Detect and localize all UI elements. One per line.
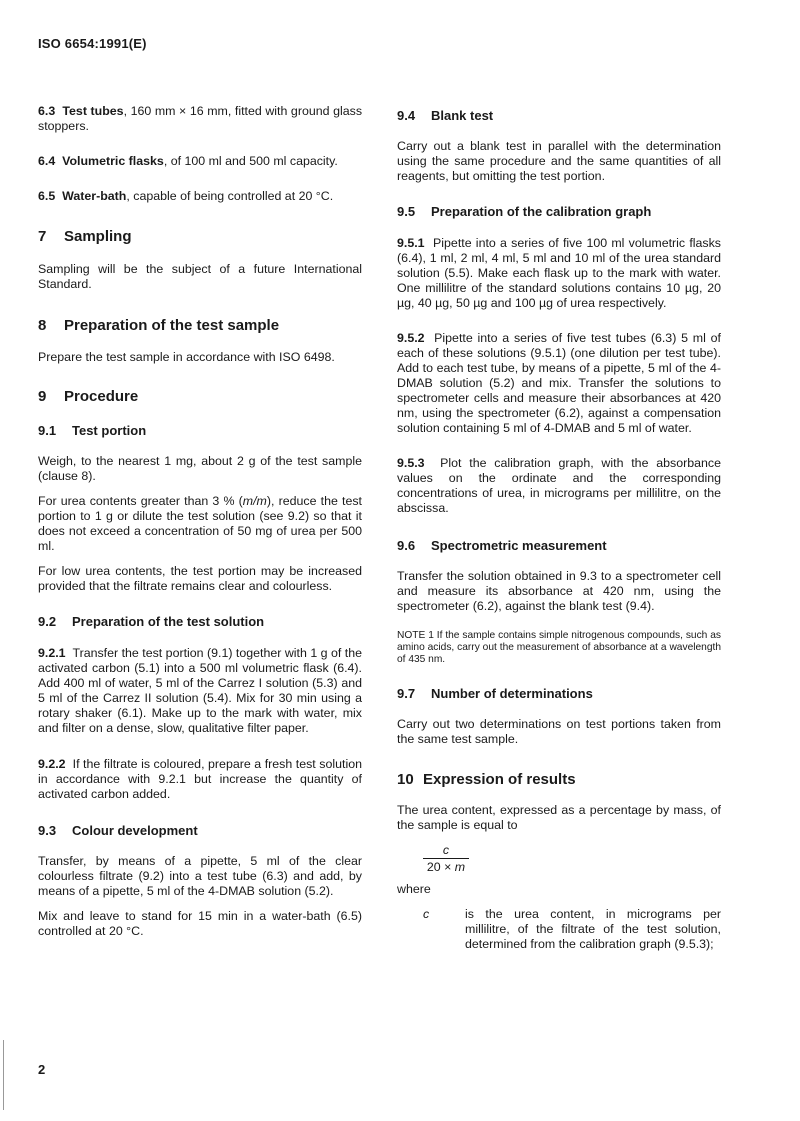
right-column [397, 108, 721, 952]
heading-title: Number of determinations [431, 686, 593, 701]
paragraph-9-3-b: Mix and leave to stand for 15 min in a water-bath (6.5) controlled at 20 °C. [38, 909, 362, 938]
heading-7 [38, 228, 362, 246]
paragraph-9-7: Carry out two determinations on test portions taken from the same test sample. [397, 717, 721, 746]
formula-denominator [423, 859, 469, 874]
clause-9-5-1 [397, 236, 721, 311]
paragraph-8: Prepare the test sample in accordance with ISO 6498. [38, 350, 335, 364]
clause-text: , capable of being controlled at 20 °C. [126, 189, 334, 203]
clause-6-4 [38, 154, 362, 169]
clause-6-5 [38, 189, 362, 204]
text-segment: For urea contents greater than 3 % ( [38, 494, 243, 508]
clause-text: If the filtrate is coloured, prepare a fresh test solution in accordance with 9.2.1 but increase the quantity of activated carbon added. [38, 757, 362, 801]
clause-term: Water-bath [62, 189, 127, 203]
text-segment-italic: m/m [242, 494, 267, 508]
clause-number: 9.2.2 [38, 757, 66, 771]
formula-denominator-text: 20 × [426, 860, 455, 874]
standard-header: ISO 6654:1991(E) [38, 36, 147, 51]
clause-text: Transfer the test portion (9.1) together with 1 g of the activated carbon (5.1) into a 500 ml volumetric flask (6.4). Add 400 ml of water, 5 ml of the Carrez I solution (5.3) and 5 ml of the Carrez II solution (5.4). Mix for 30 min using a rotary shaker (6.1). Make up to the mark with water, mix and filter on a dense, slow, qualitative filter paper. [38, 646, 363, 735]
heading-title: Preparation of the calibration graph [431, 204, 652, 219]
symbol: c [423, 907, 430, 921]
heading-9-2 [38, 614, 362, 630]
clause-number: 6.4 [38, 154, 56, 168]
heading-8 [38, 317, 362, 335]
heading-title: Expression of results [423, 771, 576, 788]
clause-text: Plot the calibration graph, with the absorbance values on the ordinate and the corresponding concentrations of urea, in micrograms per millilitre, on the abscissa. [397, 456, 721, 515]
paragraph-7: Sampling will be the subject of a future International Standard. [38, 262, 362, 291]
clause-term: Volumetric flasks [62, 154, 164, 168]
heading-title: Preparation of the test sample [64, 317, 280, 334]
heading-10 [397, 771, 721, 789]
heading-9-4 [397, 108, 721, 124]
clause-number: 9.5.1 [397, 236, 425, 250]
clause-text: Pipette into a series of five 100 ml volumetric flasks (6.4), 1 ml, 2 ml, 4 ml, 5 ml and 10 ml of the urea standard solution (5.5). Make each flask up to the mark with water. One millilitre of the standard solutions contains 10 µg, 20 µg, 40 µg, 50 µg and 100 µg of urea respectively. [397, 236, 721, 310]
clause-number: 9.5.2 [397, 331, 425, 345]
clause-number: 6.3 [38, 104, 56, 118]
heading-title: Preparation of the test solution [72, 614, 265, 629]
heading-9-1 [38, 423, 362, 439]
heading-number: 8 [38, 317, 47, 334]
note-1: NOTE 1 If the sample contains simple nitrogenous compounds, such as amino acids, carry out the measurement of absorbance at a wavelength of 435 nm. [397, 630, 721, 665]
heading-9-7 [397, 686, 721, 702]
heading-number: 9.7 [397, 686, 416, 701]
heading-title: Procedure [64, 388, 139, 405]
clause-number: 6.5 [38, 189, 56, 203]
heading-9-6 [397, 538, 721, 554]
heading-title: Blank test [431, 108, 494, 123]
heading-9-5 [397, 204, 721, 220]
text-segment: ), reduce the test portion to 1 g or dilute the test solution (see 9.2) so that it does not exceed a concentration of 50 mg of urea per 500 ml. [38, 494, 362, 553]
paragraph-10: The urea content, expressed as a percentage by mass, of the sample is equal to [397, 803, 721, 832]
paragraph-9-1-b [38, 494, 362, 554]
heading-number: 10 [397, 771, 414, 788]
clause-9-5-2 [397, 331, 721, 436]
heading-number: 9.3 [38, 823, 57, 838]
where-label: where [397, 882, 431, 896]
heading-title: Test portion [72, 423, 147, 438]
paragraph-9-4: Carry out a blank test in parallel with the determination using the same procedure and the same quantities of all reagents, but omitting the test portion. [397, 139, 721, 183]
clause-number: 9.5.3 [397, 456, 425, 470]
symbol-definition: is the urea content, in micrograms per millilitre, of the filtrate of the test solution, determined from the calibration graph (9.5.3); [465, 907, 721, 951]
clause-9-2-1 [38, 646, 362, 736]
heading-number: 9.4 [397, 108, 416, 123]
paragraph-9-1-c: For low urea contents, the test portion may be increased provided that the filtrate remains clear and colourless. [38, 564, 362, 593]
heading-number: 9.6 [397, 538, 416, 553]
heading-number: 9.5 [397, 204, 416, 219]
clause-6-3 [38, 104, 362, 134]
paragraph-9-3-a: Transfer, by means of a pipette, 5 ml of the clear colourless filtrate (9.2) into a test tube (6.3) and add, by means of a pipette, 5 ml of the 4-DMAB solution (5.2). [38, 854, 362, 898]
clause-text: , 160 mm × 16 mm, fitted with ground glass stoppers. [38, 104, 363, 133]
clause-number: 9.2.1 [38, 646, 66, 660]
clause-9-5-3 [397, 456, 721, 516]
formula-variable: m [454, 860, 466, 874]
heading-number: 9.2 [38, 614, 57, 629]
heading-number: 9.1 [38, 423, 57, 438]
scan-margin-line [3, 1040, 4, 1110]
heading-title: Spectrometric measurement [431, 538, 607, 553]
clause-9-2-2 [38, 757, 362, 802]
clause-text: , of 100 ml and 500 ml capacity. [163, 154, 338, 168]
formula-fraction [423, 843, 469, 874]
heading-9-3 [38, 823, 362, 839]
heading-number: 9 [38, 388, 47, 405]
paragraph-9-1-a: Weigh, to the nearest 1 mg, about 2 g of the test sample (clause 8). [38, 454, 362, 483]
left-column [38, 104, 362, 939]
formula-numerator: c [423, 843, 469, 859]
heading-9 [38, 388, 362, 406]
clause-text: Pipette into a series of five test tubes (6.3) 5 ml of each of these solutions (9.5.1) (one dilution per test tube). Add to each test tube, by means of a pipette, 5 ml of the 4-DMAB solution (5.2) and mix. Transfer the solutions to spectrometer cells and measure their absorbances at 420 nm, using the spectrometer (6.2), against a compensation solution containing 5 ml of 4-DMAB and 5 ml of water. [397, 331, 721, 435]
clause-term: Test tubes [62, 104, 124, 118]
heading-title: Colour development [72, 823, 198, 838]
symbol-definition-c [397, 907, 721, 952]
heading-number: 7 [38, 228, 47, 245]
heading-title: Sampling [64, 228, 132, 245]
paragraph-9-6: Transfer the solution obtained in 9.3 to a spectrometer cell and measure its absorbance at 420 nm, using the spectrometer (6.2), against the blank test (9.4). [397, 569, 721, 613]
page-number: 2 [38, 1062, 46, 1077]
